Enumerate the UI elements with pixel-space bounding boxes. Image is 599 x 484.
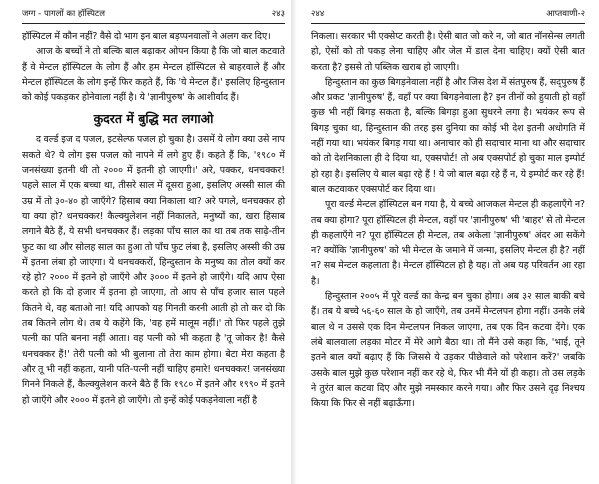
section-heading: कुदरत में बुद्धि मत लगाओ — [93, 111, 214, 127]
left-page-number: २४३ — [271, 9, 285, 19]
left-page-header — [22, 8, 285, 24]
left-header-title: जग्ग - पागलों का हॉस्पिटल — [22, 9, 105, 19]
right-paragraph-3: पूरा वर्ल्ड मेन्टल हॉस्पिटल बन गया है, ये बच्चे आजकल मेन्टल ही कहलाएँगे न? तब क्या होगा? पूरा हॉस्पिटल ही मेन्टल, वहाँ पर 'ज्ञानीपुरुष' भी 'बाहर' से तो मेन्टल ही कहलाएँगे न? पूरा हॉस्पिटल ही मेन्टल, तब अकेला 'ज्ञानीपुरुष' अंदर आ सकेंगे न? क्योंकि 'ज्ञानीपुरुष' को भी मेन्टल के जमाने में जन्मा, इसलिए मेन्टल ही है? नहीं न? सब मेन्टल कहलाता है। मेन्टल हॉस्पिटल हो है यह। तो अब यह परिवर्तन आ रहा है। — [311, 199, 585, 287]
right-paragraph-2: हिन्दुस्तान का कुछ बिगड़नेवाला नहीं है और जिस देश में संतपुरुष हैं, सद्पुरुष हैं और प्रकट 'ज्ञानीपुरुष' हैं, वहाँ पर क्या बिगड़नेवाला है? इन तीनों को हुयाती हो वहाँ कुछ भी नहीं बिगड़ सकता है, बल्कि बिगड़ा हुआ सुधरने लगा है। भयंकर रूप से बिगड़ चुका था, हिन्दुस्तान की तरह इस दुनिया का कोई भी देश इतनी अधोगति में नहीं गया था। भयंकर बिगड़ गया था। अनाचार को ही सदाचार माना था और सदाचार को तो देशनिकाला ही दे दिया था, एक्सपोर्ट! तो अब एक्सपोर्ट हो चुका माल इम्पोर्ट हो रहा है। इसलिए ये बाल बढ़ा रहे हैं ! ये जो बाल बढ़ा रहे हैं न, ये इम्पोर्ट कर रहे हैं! बाल कटवाकर एक्सपोर्ट कर दिया था। — [311, 76, 585, 195]
left-paragraph-3: द वर्ल्ड इज द पजल, इटसेल्फ पजल हो चुका है। उसमें ये लोग क्या उसे नाप सकते थे? ये लोग इस पजल को नापने में लगे हुए हैं। कहते हैं कि, '१९८० में जनसंख्या इतनी थी तो २००० में इतनी हो जाएगी।' अरे, पक्कर, धनचक्कर! पहले साल में एक बच्चा था, तीसरे साल में दूसरा हुआ, इसलिए अस्सी साल की उम्र में तो ३०-४० हो जाएँगे? हिसाब क्या निकाला था? अरे पगले, धनचक्कर हो या क्या हो? धनचक्कर! कैल्क्युलेशन नहीं निकालते, मनुष्यों का, खरा हिसाब लगाने बैठे हैं, ये सभी धनचक्कर हैं। लड़का पाँच साल का था तब तक साढ़े-तीन फुट का था और सोलह साल का हुआ तो पाँच फुट लंबा है, इसलिए अस्सी की उम्र में इतना लंबा हो जाएगा। ये धनचक्करों, हिन्दुस्तान के मनुष्य का तोल क्यों कर रहे हो? २००० में इतने हो जाएँगे और ३००० में इतने हो जाएँगे। यदि आप ऐसा करते हो कि दो हजार में इतना हो जाएगा, तो आप से पाँच हजार साल पहले कितने थे, वह बताओ ना! यदि आपको यह गिनती करनी आती हो तो कर दो कि तब कितने लोग थे। तब ये कहेंगे कि, 'वह हमें मालूम नहीं।' तो फिर पहले तुझे पत्नी का पति बनना नहीं आता। वह पत्नी को भी कहता है 'तू जोकर है! कैसे धनचक्कर हैं!' तेरी पत्नी को भी बुलाना तो तेरा काम होगा। बेटा मेरा कहता है और तू भी नहीं कहता, यानी पति-पत्नी नहीं चाहिए हमारे! धनचक्कर! जनसंख्या गिनने निकले हैं, कैल्क्युलेशन करने बैठे हैं कि १९८० में इतने और १९९० में इतने हो जाएँगे और २००० में इतने हो जाएँगे। तो इन्हें कोई पकड़नेवाला नहीं है — [22, 134, 285, 406]
right-paragraph-1: निकला। सरकार भी एक्सेप्ट करती है। ऐसी बात जो करे न, जो बात नॉनसेन्स लगती हो, ऐसों को तो पकड़ लेना चाहिए और जेल में डाल देना चाहिए। क्यों ऐसी बात करता है? इससे तो पब्लिक खराब हो जाएगी। — [311, 31, 585, 73]
right-page — [291, 0, 599, 484]
left-paragraph-1: हॉस्पिटल में कौन नहीं? वैसे दो भाग इन बाल बड़प्पनवालों ने अलग कर दिए। — [22, 31, 271, 42]
left-page — [0, 0, 291, 484]
left-paragraph-2: आज के बच्चों ने तो बल्कि बाल बढ़ाकर ओपन किया है कि जो बाल कटवाते हैं वे मेन्टल हॉस्पिटल के लोग हैं और हम मेन्टल हॉस्पिटल से बाहरवाले हैं और मेन्टल हॉस्पिटल के लोग इन्हें फिर कहते हैं, कि 'ये मेन्टल हैं।' इसलिए हिन्दुस्तान को कोई पकड़कर होनेवाला नहीं है। ये 'ज्ञानीपुरुष' के आशीर्वाद हैं। — [22, 46, 285, 104]
right-page-header — [311, 8, 585, 24]
right-page-number: २४४ — [311, 9, 325, 19]
right-header-title: आप्तवाणी-२ — [546, 9, 585, 19]
right-paragraph-4: हिन्दुस्तान २००५ में पूरे वर्ल्ड का केन्द्र बन चुका होगा। अब ३२ साल बाकी बचे हैं। तब ये बच्चे ५६-६० साल के हो जाएँगे, तब उनमें मेन्टलपन होगा नहीं। उनके लंबे बाल थे न उससे एक दिन मेन्टलपन निकल जाएगा, तब एक दिन कटवा देंगे। एक लंबे बालवाला लड़का मोटर में मेरे आगे बैठा था। तो मैंने उसे कहा कि, 'भाई, तूने इतने बाल क्यों बढ़ाए हैं कि जिससे ये उड़कर पीछेवाले को परेशान करें?' जबकि उसके बाल मुझे कुछ परेशान नहीं कर रहे थे, फिर भी मैंने यों ही कहा। तो उस लड़के ने तुरंत बाल कटवा दिए और मुझे नमस्कार करने गया। और फिर उसने दृढ़ निश्चय किया कि फिर से नहीं बढ़ाऊँगा। — [311, 291, 585, 410]
